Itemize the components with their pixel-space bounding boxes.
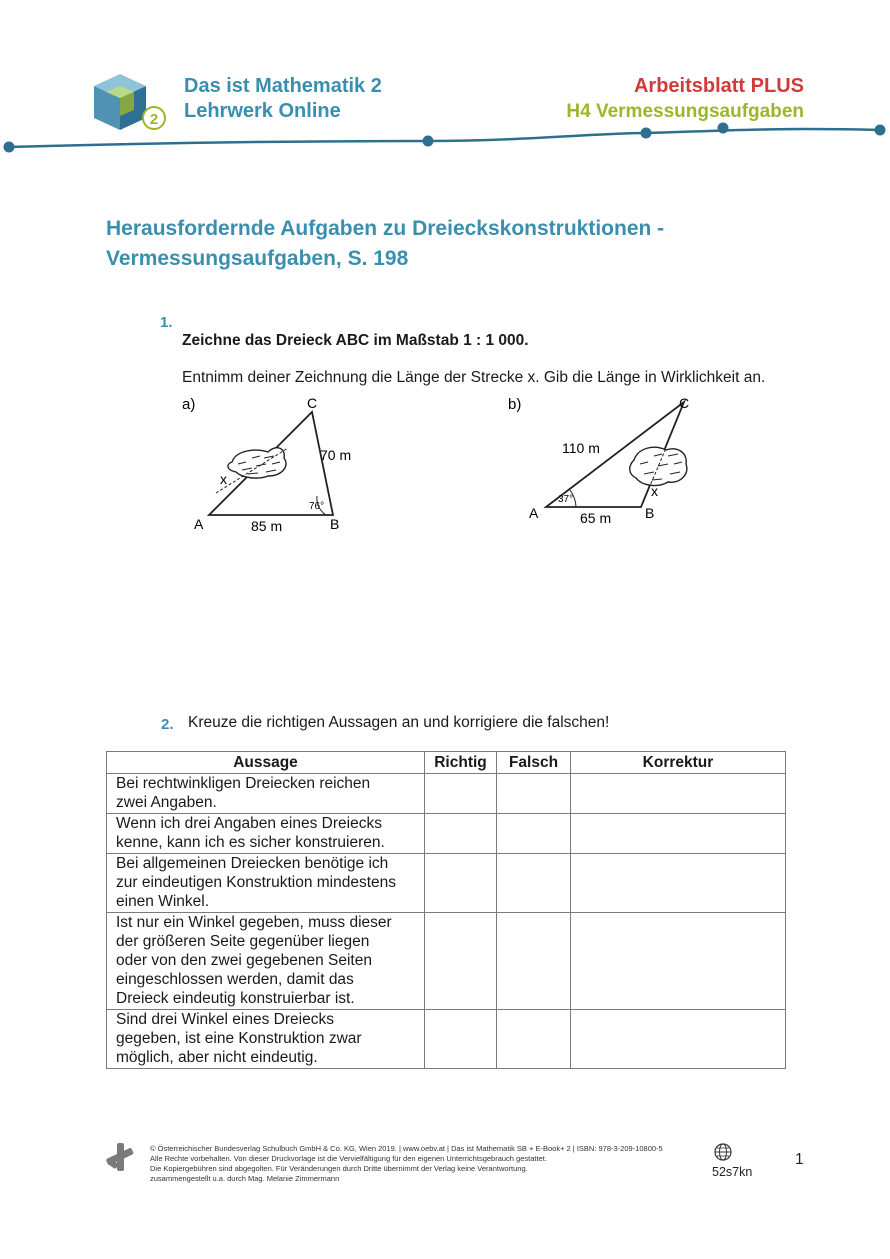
checkbox-correct[interactable]	[425, 854, 497, 913]
brand-line-2: Lehrwerk Online	[184, 100, 341, 122]
task1-heading: Zeichne das Dreieck ABC im Maßstab 1 : 1 000.	[182, 332, 529, 349]
statement-line: gegeben, ist eine Konstruktion zwar	[116, 1030, 362, 1047]
statement-cell	[107, 814, 425, 854]
wave-dot	[718, 123, 729, 134]
correction-cell[interactable]	[571, 774, 786, 814]
checkbox-correct[interactable]	[425, 774, 497, 814]
sheet-type: Arbeitsblatt PLUS	[633, 75, 804, 97]
statement-line: Bei allgemeinen Dreiecken benötige ich	[116, 855, 389, 872]
task2-number: 2.	[161, 716, 174, 733]
header-correction: Korrektur	[571, 752, 786, 774]
statement-line: Bei rechtwinkligen Dreiecken reichen	[116, 775, 371, 792]
table-row	[107, 854, 786, 913]
figure-b	[504, 392, 714, 542]
checkbox-wrong[interactable]	[497, 854, 571, 913]
checkbox-correct[interactable]	[425, 814, 497, 854]
figure-a-unknown: x	[220, 471, 227, 487]
figure-b-side-ab: 65 m	[580, 510, 612, 526]
figure-a-label: a)	[182, 396, 196, 413]
figure-a-angle-b: 76°	[309, 501, 325, 512]
figure-b-side-ac: 110 m	[562, 440, 600, 456]
brand-title	[184, 74, 382, 124]
statement-line: einen Winkel.	[116, 893, 210, 910]
statement-cell	[107, 774, 425, 814]
statement-line: eingeschlossen werden, damit das	[116, 971, 354, 988]
statement-line: zwei Angaben.	[116, 794, 217, 811]
publisher-logo-icon	[104, 1141, 136, 1173]
header-statement: Aussage	[107, 752, 425, 774]
checkbox-wrong[interactable]	[497, 814, 571, 854]
cube-logo-icon	[88, 70, 170, 136]
task1-instruction: Entnimm deiner Zeichnung die Länge der Strecke x. Gib die Länge in Wirklichkeit an.	[182, 369, 766, 386]
wave-dot	[875, 125, 886, 136]
checkbox-wrong[interactable]	[497, 1010, 571, 1069]
wave-dot	[4, 142, 15, 153]
statement-line: oder von den zwei gegebenen Seiten	[116, 952, 372, 969]
statement-cell	[107, 913, 425, 1010]
figure-a-vertex-c: C	[307, 395, 318, 411]
correction-cell[interactable]	[571, 913, 786, 1010]
online-code: 52s7kn	[712, 1165, 753, 1179]
task2-instruction: Kreuze die richtigen Aussagen an und korrigiere die falschen!	[188, 714, 610, 731]
task1-number: 1.	[160, 314, 173, 331]
correction-cell[interactable]	[571, 814, 786, 854]
globe-icon	[713, 1142, 733, 1162]
checkbox-correct[interactable]	[425, 913, 497, 1010]
statement-line: Dreieck eindeutig konstruierbar ist.	[116, 990, 355, 1007]
figure-b-vertex-b: B	[645, 505, 655, 521]
figure-b-vertex-a: A	[529, 505, 539, 521]
checkbox-wrong[interactable]	[497, 913, 571, 1010]
figure-b-vertex-c: C	[679, 395, 690, 411]
table-row	[107, 913, 786, 1010]
wave-dot	[641, 128, 652, 139]
figure-a-side-ab: 85 m	[251, 518, 283, 534]
footer-line: Alle Rechte vorbehalten. Von dieser Druckvorlage ist die Vervielfältigung für den eigenen Unterrichtsgebrauch gestattet.	[150, 1154, 547, 1163]
wave-dot	[423, 136, 434, 147]
table-row	[107, 774, 786, 814]
figure-b-unknown: x	[651, 483, 658, 499]
sheet-topic: H4 Vermessungsaufgaben	[566, 101, 804, 122]
header-correct: Richtig	[425, 752, 497, 774]
figure-a-vertex-b: B	[330, 516, 340, 532]
statements-table	[106, 751, 786, 1069]
statement-cell	[107, 1010, 425, 1069]
figure-a-side-bc: 70 m	[320, 447, 352, 463]
header-wrong: Falsch	[497, 752, 571, 774]
title-line-1: Herausfordernde Aufgaben zu Dreieckskonstruktionen -	[106, 217, 665, 240]
statement-line: Sind drei Winkel eines Dreiecks	[116, 1011, 334, 1028]
statement-line: der größeren Seite gegenüber liegen	[116, 933, 370, 950]
sheet-label	[566, 74, 804, 124]
footer-line: zusammengestellt u.a. durch Mag. Melanie Zimmermann	[150, 1174, 340, 1183]
figure-a-vertex-a: A	[194, 516, 204, 532]
footer-line: © Österreichischer Bundesverlag Schulbuch GmbH & Co. KG, Wien 2019. | www.oebv.at | Das ist Mathematik SB + E-Book+ 2 | ISBN: 978-3-209-10800-5	[150, 1144, 663, 1153]
statement-line: Wenn ich drei Angaben eines Dreiecks	[116, 815, 382, 832]
checkbox-correct[interactable]	[425, 1010, 497, 1069]
correction-cell[interactable]	[571, 1010, 786, 1069]
statement-line: Ist nur ein Winkel gegeben, muss dieser	[116, 914, 392, 931]
statement-line: zur eindeutigen Konstruktion mindestens	[116, 874, 397, 891]
figure-b-angle-a: 37°	[558, 494, 574, 505]
table-row	[107, 1010, 786, 1069]
figure-b-label: b)	[508, 396, 522, 413]
correction-cell[interactable]	[571, 854, 786, 913]
figure-a	[176, 392, 376, 542]
statement-line: möglich, aber nicht eindeutig.	[116, 1049, 318, 1066]
brand-line-1: Das ist Mathematik 2	[184, 75, 382, 97]
statement-cell	[107, 854, 425, 913]
statement-line: kenne, kann ich es sicher konstruieren.	[116, 834, 385, 851]
table-header-row	[107, 752, 786, 774]
page-number: 1	[795, 1151, 804, 1168]
table-row	[107, 814, 786, 854]
footer-line: Die Kopiergebühren sind abgegolten. Für Veränderungen durch Dritte übernimmt der Verlag keine Verantwortung.	[150, 1164, 528, 1173]
title-line-2: Vermessungsaufgaben, S. 198	[106, 247, 409, 270]
logo-number: 2	[149, 111, 159, 128]
checkbox-wrong[interactable]	[497, 774, 571, 814]
page-title	[106, 214, 806, 274]
footer-copyright	[150, 1144, 663, 1184]
